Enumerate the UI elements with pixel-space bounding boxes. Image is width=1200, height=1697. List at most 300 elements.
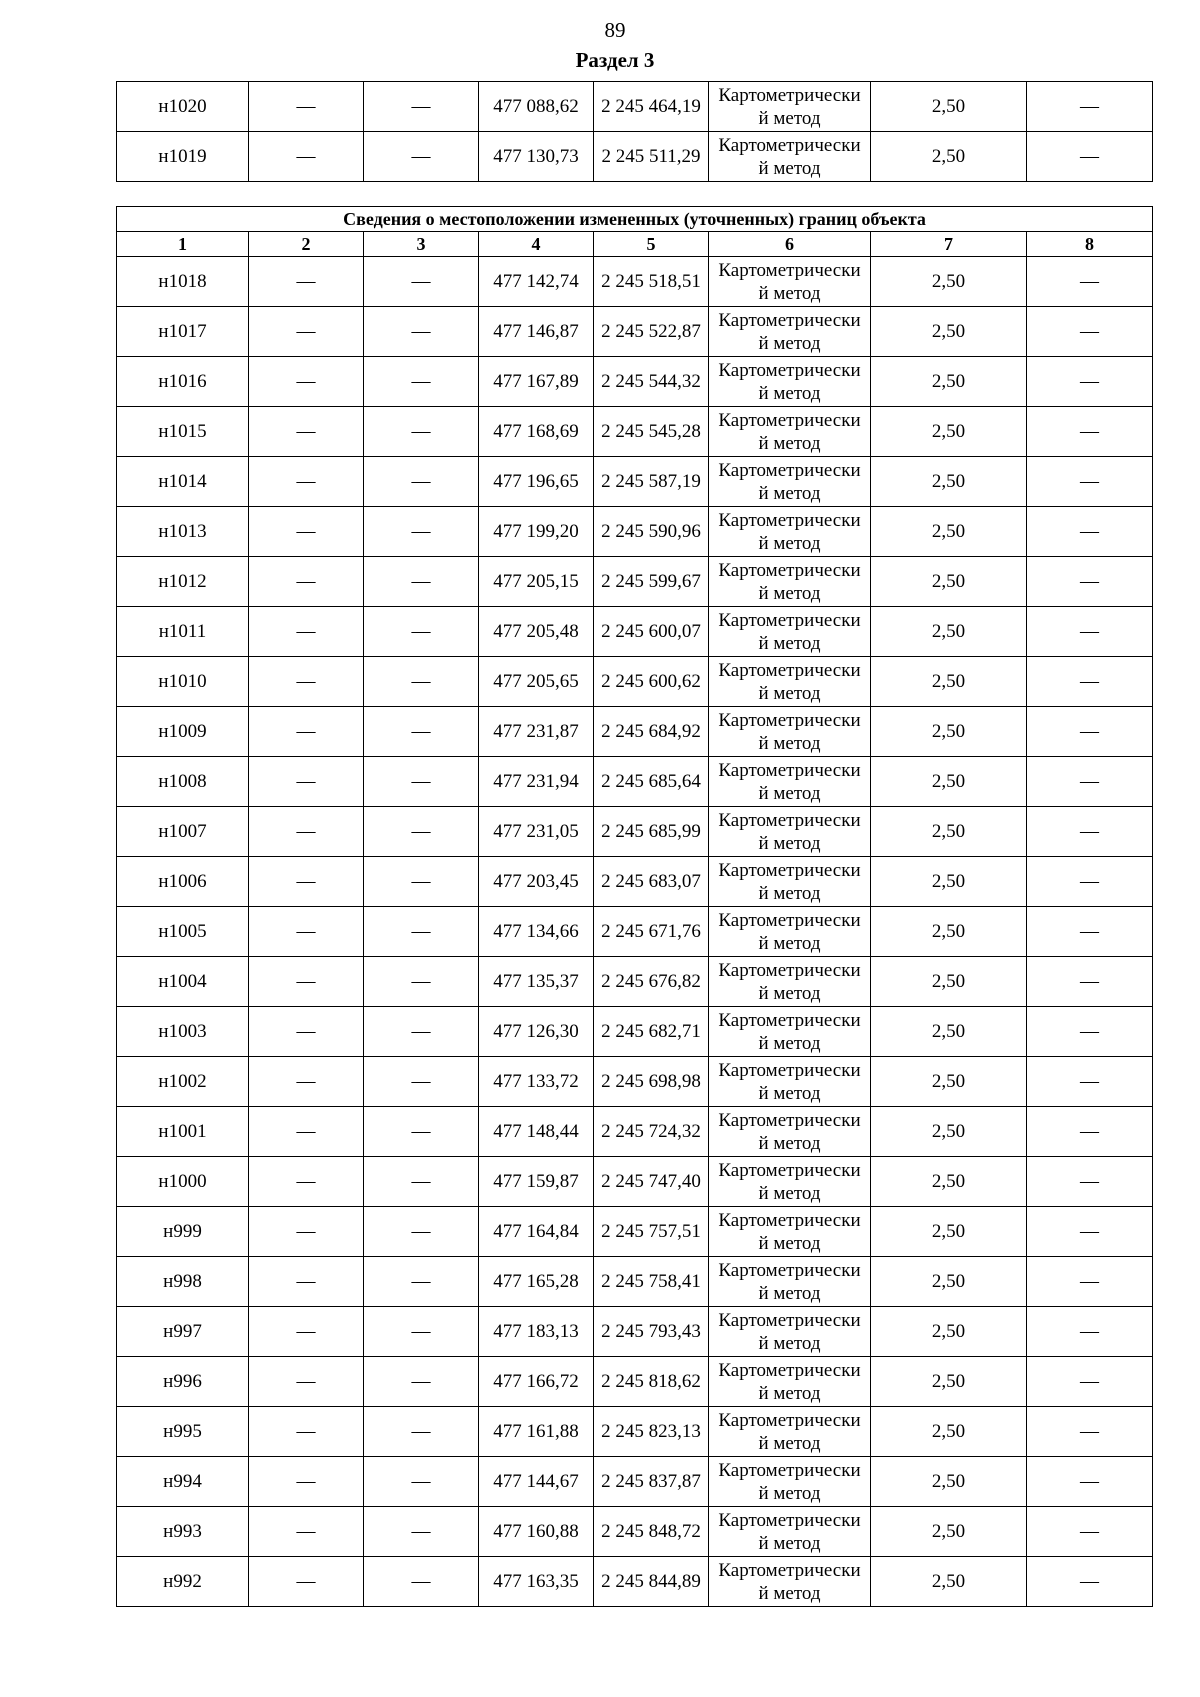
method-line-1: Картометрически [718, 1259, 861, 1281]
dash-cell: — [249, 857, 364, 907]
method-line-2: й метод [758, 157, 821, 179]
dash-cell: — [364, 407, 479, 457]
dash-cell: — [249, 757, 364, 807]
y-coordinate-cell: 2 245 676,82 [594, 957, 709, 1007]
dash-cell: — [364, 607, 479, 657]
x-coordinate-cell: 477 130,73 [479, 132, 594, 182]
method-line-2: й метод [758, 332, 821, 354]
method-cell [709, 507, 871, 557]
dash-cell: — [249, 507, 364, 557]
table-row [117, 1557, 1153, 1607]
dash-cell: — [1027, 1007, 1153, 1057]
point-id-cell: н1006 [117, 857, 249, 907]
method-cell [709, 657, 871, 707]
table-row [117, 957, 1153, 1007]
method-cell [709, 757, 871, 807]
dash-cell: — [249, 1107, 364, 1157]
method-cell [709, 1507, 871, 1557]
point-id-cell: н992 [117, 1557, 249, 1607]
y-coordinate-cell: 2 245 684,92 [594, 707, 709, 757]
point-id-cell: н999 [117, 1207, 249, 1257]
method-cell [709, 357, 871, 407]
dash-cell: — [364, 1507, 479, 1557]
method-line-2: й метод [758, 682, 821, 704]
method-line-1: Картометрически [718, 809, 861, 831]
point-id-cell: н1015 [117, 407, 249, 457]
point-id-cell: н1002 [117, 1057, 249, 1107]
y-coordinate-cell: 2 245 683,07 [594, 857, 709, 907]
dash-cell: — [1027, 607, 1153, 657]
accuracy-cell: 2,50 [871, 707, 1027, 757]
table-row [117, 857, 1153, 907]
dash-cell: — [1027, 807, 1153, 857]
dash-cell: — [249, 1407, 364, 1457]
dash-cell: — [1027, 1057, 1153, 1107]
method-line-2: й метод [758, 882, 821, 904]
dash-cell: — [1027, 1307, 1153, 1357]
table-row [117, 1207, 1153, 1257]
dash-cell: — [1027, 1507, 1153, 1557]
y-coordinate-cell: 2 245 511,29 [594, 132, 709, 182]
dash-cell: — [364, 807, 479, 857]
table-row [117, 82, 1153, 132]
x-coordinate-cell: 477 205,65 [479, 657, 594, 707]
section-title: Раздел 3 [575, 48, 655, 72]
dash-cell: — [249, 1057, 364, 1107]
point-id-cell: н1008 [117, 757, 249, 807]
table-row [117, 1107, 1153, 1157]
point-id-cell: н998 [117, 1257, 249, 1307]
method-cell [709, 957, 871, 1007]
accuracy-cell: 2,50 [871, 1207, 1027, 1257]
method-line-2: й метод [758, 1082, 821, 1104]
dash-cell: — [1027, 857, 1153, 907]
accuracy-cell: 2,50 [871, 1507, 1027, 1557]
x-coordinate-cell: 477 205,48 [479, 607, 594, 657]
dash-cell: — [249, 607, 364, 657]
y-coordinate-cell: 2 245 671,76 [594, 907, 709, 957]
dash-cell: — [1027, 457, 1153, 507]
dash-cell: — [249, 1157, 364, 1207]
column-header: 1 [117, 232, 249, 257]
y-coordinate-cell: 2 245 757,51 [594, 1207, 709, 1257]
dash-cell: — [364, 1557, 479, 1607]
x-coordinate-cell: 477 161,88 [479, 1407, 594, 1457]
x-coordinate-cell: 477 159,87 [479, 1157, 594, 1207]
y-coordinate-cell: 2 245 837,87 [594, 1457, 709, 1507]
dash-cell: — [1027, 957, 1153, 1007]
method-line-2: й метод [758, 282, 821, 304]
accuracy-cell: 2,50 [871, 307, 1027, 357]
dash-cell: — [249, 132, 364, 182]
method-line-2: й метод [758, 1332, 821, 1354]
method-line-1: Картометрически [718, 359, 861, 381]
method-line-1: Картометрически [718, 1359, 861, 1381]
point-id-cell: н996 [117, 1357, 249, 1407]
dash-cell: — [1027, 1407, 1153, 1457]
dash-cell: — [1027, 257, 1153, 307]
y-coordinate-cell: 2 245 518,51 [594, 257, 709, 307]
accuracy-cell: 2,50 [871, 1557, 1027, 1607]
method-line-1: Картометрически [718, 1209, 861, 1231]
x-coordinate-cell: 477 231,05 [479, 807, 594, 857]
table-row [117, 507, 1153, 557]
method-line-1: Картометрически [718, 709, 861, 731]
dash-cell: — [1027, 307, 1153, 357]
dash-cell: — [1027, 1107, 1153, 1157]
x-coordinate-cell: 477 133,72 [479, 1057, 594, 1107]
dash-cell: — [249, 82, 364, 132]
table-row [117, 457, 1153, 507]
column-header: 2 [249, 232, 364, 257]
accuracy-cell: 2,50 [871, 757, 1027, 807]
dash-cell: — [364, 657, 479, 707]
method-cell [709, 1557, 871, 1607]
point-id-cell: н1012 [117, 557, 249, 607]
table-row [117, 1057, 1153, 1107]
method-cell [709, 1007, 871, 1057]
x-coordinate-cell: 477 231,87 [479, 707, 594, 757]
method-line-1: Картометрически [718, 509, 861, 531]
dash-cell: — [364, 357, 479, 407]
dash-cell: — [249, 907, 364, 957]
accuracy-cell: 2,50 [871, 407, 1027, 457]
table-row [117, 557, 1153, 607]
point-id-cell: н1001 [117, 1107, 249, 1157]
y-coordinate-cell: 2 245 587,19 [594, 457, 709, 507]
boundary-table [116, 206, 1153, 1607]
y-coordinate-cell: 2 245 793,43 [594, 1307, 709, 1357]
table-row [117, 757, 1153, 807]
x-coordinate-cell: 477 168,69 [479, 407, 594, 457]
accuracy-cell: 2,50 [871, 457, 1027, 507]
method-line-1: Картометрически [718, 1559, 861, 1581]
method-line-1: Картометрически [718, 1009, 861, 1031]
dash-cell: — [249, 1557, 364, 1607]
method-line-1: Картометрически [718, 1309, 861, 1331]
table-row [117, 707, 1153, 757]
point-id-cell: н1017 [117, 307, 249, 357]
point-id-cell: н1007 [117, 807, 249, 857]
page-number: 89 [604, 18, 626, 42]
dash-cell: — [364, 857, 479, 907]
method-line-2: й метод [758, 107, 821, 129]
dash-cell: — [364, 132, 479, 182]
method-line-1: Картометрически [718, 859, 861, 881]
dash-cell: — [1027, 407, 1153, 457]
method-line-2: й метод [758, 1432, 821, 1454]
accuracy-cell: 2,50 [871, 907, 1027, 957]
x-coordinate-cell: 477 183,13 [479, 1307, 594, 1357]
dash-cell: — [249, 657, 364, 707]
table-row [117, 1507, 1153, 1557]
continuation-table [116, 81, 1153, 182]
dash-cell: — [364, 257, 479, 307]
method-cell [709, 707, 871, 757]
dash-cell: — [364, 457, 479, 507]
dash-cell: — [364, 1107, 479, 1157]
method-line-1: Картометрически [718, 84, 861, 106]
dash-cell: — [364, 1357, 479, 1407]
dash-cell: — [364, 707, 479, 757]
x-coordinate-cell: 477 163,35 [479, 1557, 594, 1607]
method-cell [709, 557, 871, 607]
x-coordinate-cell: 477 205,15 [479, 557, 594, 607]
table-row [117, 407, 1153, 457]
method-line-2: й метод [758, 932, 821, 954]
table-row [117, 907, 1153, 957]
method-cell [709, 257, 871, 307]
dash-cell: — [1027, 1257, 1153, 1307]
method-cell [709, 857, 871, 907]
point-id-cell: н993 [117, 1507, 249, 1557]
column-header: 7 [871, 232, 1027, 257]
dash-cell: — [1027, 1207, 1153, 1257]
accuracy-cell: 2,50 [871, 1307, 1027, 1357]
y-coordinate-cell: 2 245 600,07 [594, 607, 709, 657]
dash-cell: — [364, 907, 479, 957]
dash-cell: — [1027, 1557, 1153, 1607]
dash-cell: — [249, 807, 364, 857]
y-coordinate-cell: 2 245 545,28 [594, 407, 709, 457]
accuracy-cell: 2,50 [871, 607, 1027, 657]
method-line-1: Картометрически [718, 1159, 861, 1181]
accuracy-cell: 2,50 [871, 1357, 1027, 1407]
table-caption: Сведения о местоположении измененных (уточненных) границ объекта [117, 207, 1153, 232]
method-cell [709, 1057, 871, 1107]
dash-cell: — [1027, 1457, 1153, 1507]
dash-cell: — [249, 1457, 364, 1507]
accuracy-cell: 2,50 [871, 1457, 1027, 1507]
x-coordinate-cell: 477 134,66 [479, 907, 594, 957]
y-coordinate-cell: 2 245 464,19 [594, 82, 709, 132]
column-header: 8 [1027, 232, 1153, 257]
table-row [117, 607, 1153, 657]
point-id-cell: н1016 [117, 357, 249, 407]
y-coordinate-cell: 2 245 818,62 [594, 1357, 709, 1407]
dash-cell: — [364, 957, 479, 1007]
dash-cell: — [249, 1007, 364, 1057]
y-coordinate-cell: 2 245 823,13 [594, 1407, 709, 1457]
y-coordinate-cell: 2 245 685,64 [594, 757, 709, 807]
dash-cell: — [1027, 507, 1153, 557]
y-coordinate-cell: 2 245 522,87 [594, 307, 709, 357]
method-line-2: й метод [758, 482, 821, 504]
method-line-1: Картометрически [718, 459, 861, 481]
column-header: 3 [364, 232, 479, 257]
method-cell [709, 807, 871, 857]
method-line-2: й метод [758, 1482, 821, 1504]
table-row [117, 357, 1153, 407]
dash-cell: — [249, 357, 364, 407]
dash-cell: — [249, 1357, 364, 1407]
method-line-1: Картометрически [718, 959, 861, 981]
point-id-cell: н1009 [117, 707, 249, 757]
accuracy-cell: 2,50 [871, 557, 1027, 607]
accuracy-cell: 2,50 [871, 1107, 1027, 1157]
dash-cell: — [364, 1457, 479, 1507]
dash-cell: — [249, 1507, 364, 1557]
method-line-2: й метод [758, 1032, 821, 1054]
point-id-cell: н1019 [117, 132, 249, 182]
point-id-cell: н1020 [117, 82, 249, 132]
dash-cell: — [364, 507, 479, 557]
dash-cell: — [1027, 557, 1153, 607]
table-row [117, 1457, 1153, 1507]
method-line-2: й метод [758, 1282, 821, 1304]
accuracy-cell: 2,50 [871, 1157, 1027, 1207]
method-cell [709, 82, 871, 132]
method-cell [709, 132, 871, 182]
accuracy-cell: 2,50 [871, 257, 1027, 307]
point-id-cell: н1004 [117, 957, 249, 1007]
y-coordinate-cell: 2 245 544,32 [594, 357, 709, 407]
column-header: 4 [479, 232, 594, 257]
dash-cell: — [1027, 757, 1153, 807]
method-cell [709, 1457, 871, 1507]
point-id-cell: н1010 [117, 657, 249, 707]
table-row [117, 1307, 1153, 1357]
dash-cell: — [249, 1257, 364, 1307]
method-line-2: й метод [758, 632, 821, 654]
method-cell [709, 1207, 871, 1257]
method-line-2: й метод [758, 732, 821, 754]
method-line-2: й метод [758, 1582, 821, 1604]
y-coordinate-cell: 2 245 590,96 [594, 507, 709, 557]
x-coordinate-cell: 477 166,72 [479, 1357, 594, 1407]
y-coordinate-cell: 2 245 724,32 [594, 1107, 709, 1157]
accuracy-cell: 2,50 [871, 132, 1027, 182]
accuracy-cell: 2,50 [871, 507, 1027, 557]
dash-cell: — [364, 1307, 479, 1357]
table-row [117, 657, 1153, 707]
method-line-1: Картометрически [718, 759, 861, 781]
y-coordinate-cell: 2 245 844,89 [594, 1557, 709, 1607]
method-line-1: Картометрически [718, 1509, 861, 1531]
x-coordinate-cell: 477 142,74 [479, 257, 594, 307]
method-line-1: Картометрически [718, 134, 861, 156]
dash-cell: — [249, 1307, 364, 1357]
accuracy-cell: 2,50 [871, 1007, 1027, 1057]
method-line-1: Картометрически [718, 559, 861, 581]
method-line-2: й метод [758, 1532, 821, 1554]
accuracy-cell: 2,50 [871, 957, 1027, 1007]
accuracy-cell: 2,50 [871, 1407, 1027, 1457]
x-coordinate-cell: 477 146,87 [479, 307, 594, 357]
x-coordinate-cell: 477 203,45 [479, 857, 594, 907]
method-cell [709, 907, 871, 957]
table-row [117, 1007, 1153, 1057]
dash-cell: — [249, 957, 364, 1007]
column-header: 5 [594, 232, 709, 257]
dash-cell: — [1027, 1357, 1153, 1407]
dash-cell: — [364, 1007, 479, 1057]
dash-cell: — [249, 557, 364, 607]
point-id-cell: н997 [117, 1307, 249, 1357]
x-coordinate-cell: 477 196,65 [479, 457, 594, 507]
method-line-2: й метод [758, 532, 821, 554]
method-line-1: Картометрически [718, 1409, 861, 1431]
table-row [117, 1157, 1153, 1207]
x-coordinate-cell: 477 164,84 [479, 1207, 594, 1257]
dash-cell: — [1027, 707, 1153, 757]
accuracy-cell: 2,50 [871, 82, 1027, 132]
x-coordinate-cell: 477 167,89 [479, 357, 594, 407]
method-line-1: Картометрически [718, 1059, 861, 1081]
y-coordinate-cell: 2 245 685,99 [594, 807, 709, 857]
method-line-2: й метод [758, 432, 821, 454]
y-coordinate-cell: 2 245 682,71 [594, 1007, 709, 1057]
method-line-2: й метод [758, 982, 821, 1004]
accuracy-cell: 2,50 [871, 807, 1027, 857]
method-line-2: й метод [758, 1382, 821, 1404]
x-coordinate-cell: 477 144,67 [479, 1457, 594, 1507]
dash-cell: — [1027, 657, 1153, 707]
x-coordinate-cell: 477 160,88 [479, 1507, 594, 1557]
method-line-2: й метод [758, 582, 821, 604]
column-header: 6 [709, 232, 871, 257]
method-line-1: Картометрически [718, 259, 861, 281]
method-cell [709, 1257, 871, 1307]
method-cell [709, 1157, 871, 1207]
dash-cell: — [249, 1207, 364, 1257]
table-row [117, 1257, 1153, 1307]
table-row [117, 307, 1153, 357]
method-line-1: Картометрически [718, 1109, 861, 1131]
point-id-cell: н1000 [117, 1157, 249, 1207]
dash-cell: — [1027, 1157, 1153, 1207]
y-coordinate-cell: 2 245 758,41 [594, 1257, 709, 1307]
dash-cell: — [364, 1057, 479, 1107]
dash-cell: — [364, 1257, 479, 1307]
point-id-cell: н995 [117, 1407, 249, 1457]
dash-cell: — [1027, 357, 1153, 407]
y-coordinate-cell: 2 245 599,67 [594, 557, 709, 607]
x-coordinate-cell: 477 088,62 [479, 82, 594, 132]
y-coordinate-cell: 2 245 698,98 [594, 1057, 709, 1107]
x-coordinate-cell: 477 199,20 [479, 507, 594, 557]
point-id-cell: н1018 [117, 257, 249, 307]
dash-cell: — [249, 257, 364, 307]
dash-cell: — [249, 707, 364, 757]
method-line-2: й метод [758, 382, 821, 404]
method-line-2: й метод [758, 1132, 821, 1154]
method-line-1: Картометрически [718, 1459, 861, 1481]
method-line-2: й метод [758, 782, 821, 804]
method-cell [709, 607, 871, 657]
x-coordinate-cell: 477 148,44 [479, 1107, 594, 1157]
x-coordinate-cell: 477 231,94 [479, 757, 594, 807]
point-id-cell: н1013 [117, 507, 249, 557]
table-row [117, 1357, 1153, 1407]
dash-cell: — [364, 757, 479, 807]
dash-cell: — [249, 307, 364, 357]
method-line-1: Картометрически [718, 909, 861, 931]
point-id-cell: н994 [117, 1457, 249, 1507]
accuracy-cell: 2,50 [871, 1257, 1027, 1307]
x-coordinate-cell: 477 126,30 [479, 1007, 594, 1057]
table-row [117, 807, 1153, 857]
table-row [117, 1407, 1153, 1457]
method-line-1: Картометрически [718, 659, 861, 681]
accuracy-cell: 2,50 [871, 357, 1027, 407]
method-cell [709, 1357, 871, 1407]
dash-cell: — [364, 307, 479, 357]
dash-cell: — [1027, 907, 1153, 957]
dash-cell: — [364, 1407, 479, 1457]
point-id-cell: н1014 [117, 457, 249, 507]
y-coordinate-cell: 2 245 848,72 [594, 1507, 709, 1557]
